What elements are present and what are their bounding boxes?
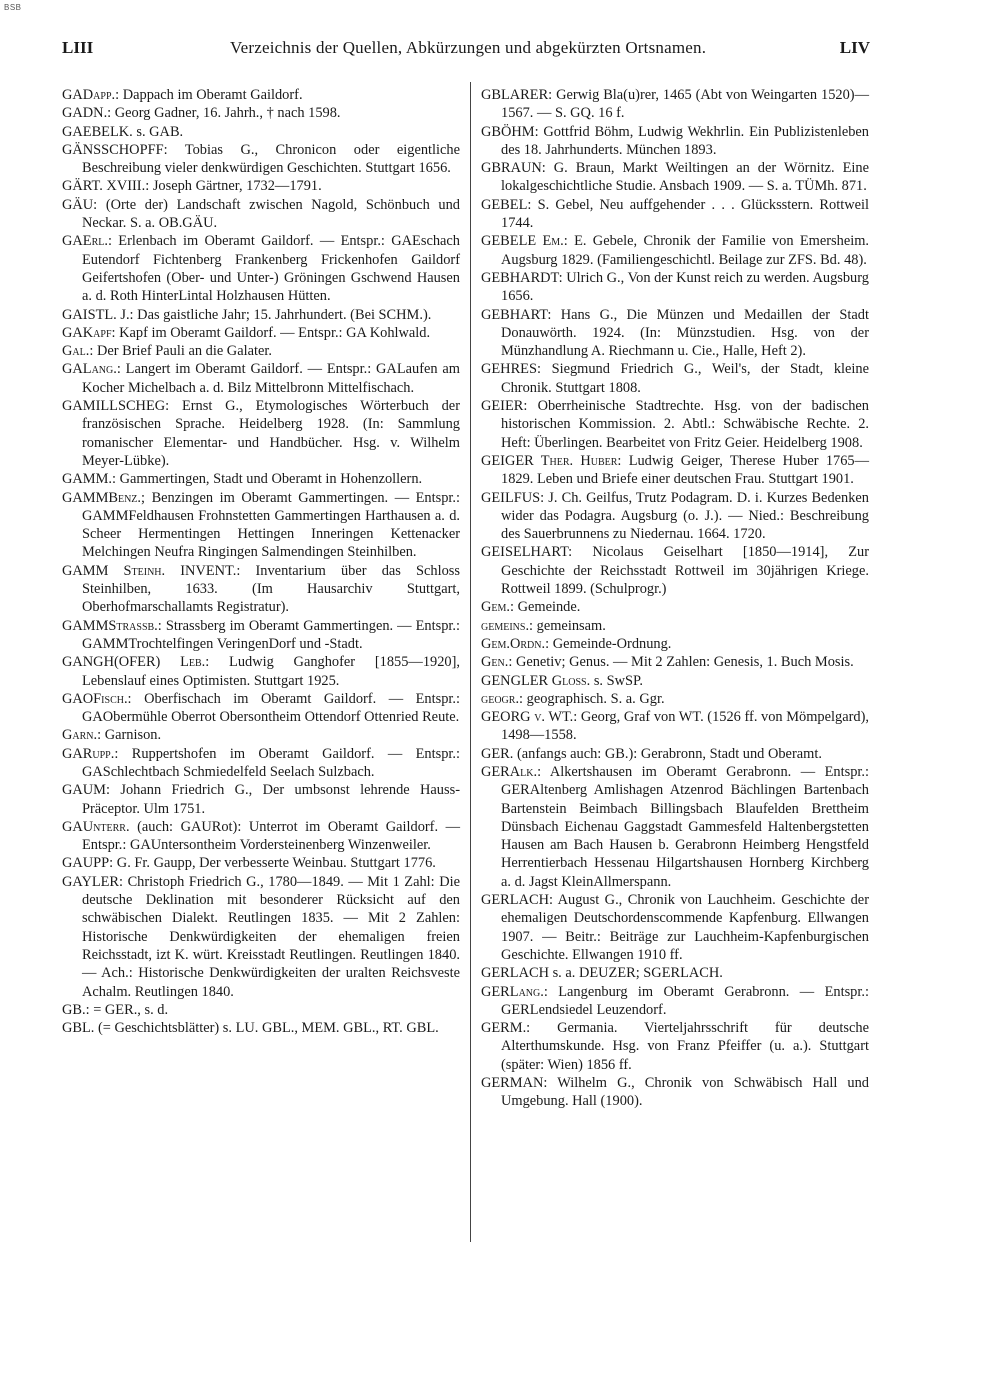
entry-text: s. a. DEUZER; SGERLACH. xyxy=(552,965,723,982)
entry-term: GAMM.: xyxy=(62,471,116,488)
entry-text: Ruppertshofen im Oberamt Gaildorf. — Entspr.: GASchlechtbach Schmiedelfeld Seelach Sulzbach. xyxy=(82,745,460,780)
entry-term: GADN.: xyxy=(62,105,112,122)
index-entry xyxy=(62,1019,460,1037)
index-entry xyxy=(62,617,460,654)
index-entry xyxy=(481,232,869,269)
entry-text: Siegmund Friedrich G., Weil's, der Stadt, kleine Chronik. Stuttgart 1808. xyxy=(501,361,869,396)
entry-term: GAMMStrassb.: xyxy=(62,617,162,634)
entry-text: Gottfrid Böhm, Ludwig Wekhrlin. Ein Publizistenleben des 18. Jahrhunderts. München 1893. xyxy=(501,123,869,158)
entry-text: Georg, Graf von WT. (1526 ff. von Mömpelgard), 1498—1558. xyxy=(501,709,869,744)
index-entry xyxy=(62,342,460,360)
entry-term: GERM.: xyxy=(481,1020,531,1037)
entry-term: GEHRES: xyxy=(481,361,541,378)
entry-text: Johann Friedrich G., Der umbsonst lehrende Hauss-Präceptor. Ulm 1751. xyxy=(82,782,460,817)
entry-text: s. GAB. xyxy=(136,123,184,140)
entry-term: GEBEL: xyxy=(481,196,532,213)
index-entry xyxy=(481,690,869,708)
entry-text: Oberfischach im Oberamt Gaildorf. — Entspr.: GAObermühle Oberrot Obersontheim Ottendorf Ottenried Reute. xyxy=(82,690,460,726)
index-entry xyxy=(62,873,460,1001)
index-entry xyxy=(62,196,460,233)
entry-text: Langenburg im Oberamt Gerabronn. — Entspr.: GERLendsiedel Leuzendorf. xyxy=(501,983,869,1018)
entry-text: Georg Gadner, 16. Jahrh., † nach 1598. xyxy=(114,105,341,122)
entry-term: gemeins.: xyxy=(481,617,534,634)
index-entry xyxy=(481,891,869,964)
index-entry xyxy=(481,452,869,489)
entry-term: GÄU: xyxy=(62,196,98,213)
entry-term: GEBHART: xyxy=(481,306,552,323)
entry-text: S. Gebel, Neu auffgehender . . . Glücksstern. Rottweil 1744. xyxy=(501,196,869,232)
entry-text: Gammertingen, Stadt und Oberamt in Hohenzollern. xyxy=(119,471,423,488)
entry-text: Joseph Gärtner, 1732—1791. xyxy=(152,178,322,195)
index-entry xyxy=(62,489,460,562)
index-entry xyxy=(481,635,869,653)
entry-text: Kapf im Oberamt Gaildorf. — Entspr.: GA Kohlwald. xyxy=(119,324,431,341)
entry-text: G. Braun, Markt Weiltingen an der Wörnitz. Eine lokalgeschichtliche Studie. Ansbach 1909. — S. a. TÜMh. 871. xyxy=(501,160,869,195)
entry-text: Ulrich G., Von der Kunst reich zu werden. Augsburg 1656. xyxy=(501,269,869,305)
entry-term: Garn.: xyxy=(62,727,102,744)
entry-text: Tobias G., Chronicon oder eigentliche Beschreibung vieler denkwürdigen Geschichten. Stuttgart 1656. xyxy=(82,141,460,177)
entry-term: GARupp.: xyxy=(62,745,119,762)
entry-term: GERLACH xyxy=(481,965,549,982)
entry-text: Gemeinde. xyxy=(517,599,581,616)
index-entry xyxy=(62,726,460,744)
entry-text: (auch: GAURot): Unterrot im Oberamt Gaildorf. — Entspr.: GAUntersontheim Vordersteinenberg Winzenweiler. xyxy=(82,818,460,854)
entry-text: Langert im Oberamt Gaildorf. — Entspr.: GALaufen am Kocher Michelbach a. d. Bilz Mittelbronn Mittelfischach. xyxy=(82,361,460,396)
entry-term: GEILFUS: xyxy=(481,489,545,506)
entry-text: Genetiv; Genus. — Mit 2 Zahlen: Genesis, 1. Buch Mosis. xyxy=(515,654,854,671)
entry-text: Alkertshausen im Oberamt Gerabronn. — Entspr.: GERAltenberg Amlishagen Atzenrod Bächlingen Bartenbach Bartenstein Beimbach Billingsbach Blaufelden Brettheim Dünsbach Eichenau Gaggstadt Gammesfeld Haltenbergstetten Hausen am Bach Hausen b. Gerabronn Heimberg Hengstfeld Herrentierbach Hessenau Hilgartshausen Hornberg Kirchberg a. d. Jagst KleinAllmerspann. xyxy=(501,763,869,890)
index-entry xyxy=(62,745,460,782)
entry-text: August G., Chronik von Lauchheim. Geschichte der ehemaligen Deutschordenscommende Kapfenburg. Ellwangen 1907. — Beitr.: Beiträge zur Lauchheim-Kapfenburgischen Geschichte. Ellwangen 1910 ff. xyxy=(501,892,869,963)
right-column xyxy=(481,86,869,1111)
entry-text: Ludwig Geiger, Therese Huber 1765—1829. Leben und Briefe einer deutschen Frau. Stuttgart 1901. xyxy=(501,452,870,488)
index-entry xyxy=(481,763,869,891)
entry-text: gemeinsam. xyxy=(536,617,606,634)
index-entry xyxy=(481,672,869,690)
entry-term: GEORG v. WT.: xyxy=(481,709,578,726)
entry-text: Ludwig Ganghofer [1855—1920], Lebenslauf eines Optimisten. Stuttgart 1925. xyxy=(82,654,460,689)
index-entry xyxy=(62,690,460,727)
entry-text: Dappach im Oberamt Gaildorf. xyxy=(122,87,303,103)
index-entry xyxy=(481,1074,869,1111)
entry-text: E. Gebele, Chronik der Familie von Emersheim. Augsburg 1829. (Familiengeschichtl. Beilage zur ZFS. Bd. 48). xyxy=(501,233,869,268)
index-entry xyxy=(62,86,460,104)
index-entry xyxy=(481,653,869,671)
index-entry xyxy=(62,177,460,195)
entry-term: Gen.: xyxy=(481,654,513,671)
index-entry xyxy=(62,397,460,470)
entry-term: GANGH(OFER) Leb.: xyxy=(62,654,210,671)
entry-text: Inventarium über das Schloss Steinhilben, 1633. (Im Hausarchiv Stuttgart, Oberhofmarschallamts Registratur). xyxy=(82,562,460,616)
entry-text: Erlenbach im Oberamt Gaildorf. — Entspr.: GAEschach Eutendorf Fichtenberg Frankenberg Frickenhofen Gaildorf Geifertshofen (Ober- und Unter-) Gröningen Gschwend Hausen a. d. Roth HinterLintal Holzhausen Hütten. xyxy=(82,233,460,305)
index-entry xyxy=(62,562,460,617)
left-column xyxy=(62,86,460,1037)
entry-term: GAUM: xyxy=(62,782,110,799)
running-title: Verzeichnis der Quellen, Abkürzungen und abgekürzten Ortsnamen. xyxy=(230,38,707,57)
entry-text: Wilhelm G., Chronik von Schwäbisch Hall und Umgebung. Hall (1900). xyxy=(501,1075,870,1110)
index-entry xyxy=(62,653,460,690)
entry-term: GBÖHM: xyxy=(481,123,539,140)
entry-text: = GER., s. d. xyxy=(93,1001,169,1018)
entry-term: GAYLER: xyxy=(62,873,124,890)
page-number-left: LIII xyxy=(62,38,94,57)
entry-term: GBLARER: xyxy=(481,87,553,103)
entry-text: Das gaistliche Jahr; 15. Jahrhundert. (Bei SCHM.). xyxy=(137,306,432,323)
entry-term: GENGLER Gloss. xyxy=(481,672,591,689)
entry-term: GAMM Steinh. INVENT.: xyxy=(62,562,241,579)
index-entry xyxy=(62,360,460,397)
index-entry xyxy=(481,397,869,452)
entry-term: GAErl.: xyxy=(62,233,112,250)
entry-term: GAEBELK. xyxy=(62,123,133,140)
entry-term: GERLACH: xyxy=(481,892,553,909)
entry-text: geographisch. S. a. Ggr. xyxy=(526,690,665,707)
index-entry xyxy=(481,617,869,635)
index-entry xyxy=(481,306,869,361)
index-entry xyxy=(62,1001,460,1019)
entry-text: s. SwSP. xyxy=(593,672,644,689)
index-entry xyxy=(481,598,869,616)
entry-text: Garnison. xyxy=(104,727,162,744)
entry-text: J. Ch. Geilfus, Trutz Podagram. D. i. Kurzes Bedenken wider das Podagra. Augsburg (o. J.). — Nied.: Beschreibung des Sauerbrunnens zu Niedernau. 1664. 1720. xyxy=(501,489,869,543)
entry-term: GEIER: xyxy=(481,398,528,415)
entry-term: GAUPP: xyxy=(62,855,114,872)
index-entry xyxy=(481,1019,869,1074)
entry-term: Gem.Ordn.: xyxy=(481,635,550,652)
index-entry xyxy=(62,854,460,872)
entry-term: GEISELHART: xyxy=(481,544,573,561)
index-entry xyxy=(481,745,869,763)
index-entry xyxy=(62,781,460,818)
index-entry xyxy=(62,470,460,488)
entry-term: Gem.: xyxy=(481,599,514,616)
entry-term: GBL. xyxy=(62,1020,95,1037)
index-entry xyxy=(62,104,460,122)
entry-text: (Orte der) Landschaft zwischen Nagold, Schönbuch und Neckar. S. a. OB.GÄU. xyxy=(82,196,460,232)
entry-text: (anfangs auch: GB.): Gerabronn, Stadt und Oberamt. xyxy=(517,745,822,762)
entry-text: Strassberg im Oberamt Gammertingen. — Entspr.: GAMMTrochtelfingen VeringenDorf und -Stadt. xyxy=(82,617,460,652)
index-entry xyxy=(481,159,869,196)
entry-term: GAMILLSCHEG: xyxy=(62,398,170,415)
index-entry xyxy=(481,983,869,1020)
entry-text: Germania. Vierteljahrsschrift für deutsche Alterthumskunde. Hsg. von Franz Pfeiffer (u. a.). Stuttgart (später: Wien) 1856 ff. xyxy=(501,1020,869,1073)
column-divider xyxy=(470,82,471,1242)
entry-text: Nicolaus Geiselhart [1850—1914], Zur Geschichte der Reichsstadt Rottweil im 30jährigen Kriege. Rottweil 1899. (Schulprogr.) xyxy=(501,544,869,598)
page-number-right: LIV xyxy=(839,38,870,57)
entry-term: GER. xyxy=(481,745,514,762)
entry-term: GEBHARDT: xyxy=(481,269,563,286)
library-stamp: BSB xyxy=(4,3,22,12)
entry-text: Gemeinde-Ordnung. xyxy=(552,635,672,652)
entry-text: Der Brief Pauli an die Galater. xyxy=(96,343,272,360)
entry-term: GÄRT. XVIII.: xyxy=(62,178,150,195)
index-entry xyxy=(481,489,869,544)
entry-term: GAUnterr. xyxy=(62,818,130,835)
entry-term: GALang.: xyxy=(62,361,121,378)
entry-text: Benzingen im Oberamt Gammertingen. — Entspr.: GAMMFeldhausen Frohnstetten Gammertingen Harthausen a. d. Scheer Hermentingen Hettingen Inneringen Kettenacker Melchingen Neufra Ringingen Salmendingen Steinhilben. xyxy=(82,489,460,561)
index-entry xyxy=(62,232,460,305)
entry-text: G. Fr. Gaupp, Der verbesserte Weinbau. Stuttgart 1776. xyxy=(116,855,436,872)
entry-term: GEIGER Ther. Huber: xyxy=(481,452,622,469)
index-entry xyxy=(62,324,460,342)
index-entry xyxy=(481,86,869,123)
index-entry xyxy=(62,818,460,855)
entry-term: GAOFisch.: xyxy=(62,690,132,707)
entry-text: Hans G., Die Münzen und Medaillen der Stadt Donauwörth. 1924. (In: Münzstudien. Hsg. von der Münzhandlung A. Riechmann u. Cie., Halle, Heft 2). xyxy=(501,306,869,360)
index-entry xyxy=(481,543,869,598)
index-entry xyxy=(481,269,869,306)
entry-term: GAISTL. J.: xyxy=(62,306,134,323)
entry-term: GB.: xyxy=(62,1001,90,1018)
page-header xyxy=(62,38,870,64)
entry-text: Christoph Friedrich G., 1780—1849. — Mit 1 Zahl: Die deutsche Deklination mit besonderer Rücksicht auf den schwäbischen Dialekt. Reutlingen 1835. — Mit 2 Zahlen: Historische Denkwürdigkeiten der ehemaligen freien Reichsstadt, izt K. würt. Kreisstadt Reutlingen. Reutlingen 1840. — Ach.: Historische Denkwürdigkeiten der uralten Reichsveste Achalm. Reutlingen 1840. xyxy=(82,873,460,1000)
entry-term: GERAlk.: xyxy=(481,763,542,780)
index-entry xyxy=(62,306,460,324)
entry-term: GEBELE Em.: xyxy=(481,233,568,250)
entry-term: GÄNSSCHOPFF: xyxy=(62,141,168,158)
entry-term: GAMMBenz.; xyxy=(62,489,146,506)
entry-text: Oberrheinische Stadtrechte. Hsg. von der badischen historischen Kommission. 2. Abtl.: Schwäbische Rechte. 2. Heft: Überlingen. Bearbeitet von Fritz Geier. Heidelberg 1908. xyxy=(501,398,869,451)
entry-term: GBRAUN: xyxy=(481,160,546,177)
entry-term: GERLang.: xyxy=(481,983,548,1000)
entry-term: GADapp.: xyxy=(62,87,120,103)
entry-term: GERMAN: xyxy=(481,1075,548,1092)
entry-text: Gerwig Bla(u)rer, 1465 (Abt von Weingarten 1520)—1567. — S. GQ. 16 f. xyxy=(501,87,869,122)
index-entry xyxy=(62,141,460,178)
index-entry xyxy=(62,123,460,141)
entry-term: Gal.: xyxy=(62,343,94,360)
entry-text: (= Geschichtsblätter) s. LU. GBL., MEM. GBL., RT. GBL. xyxy=(98,1020,439,1037)
index-entry xyxy=(481,708,869,745)
index-entry xyxy=(481,196,869,233)
index-entry xyxy=(481,360,869,397)
entry-text: Ernst G., Etymologisches Wörterbuch der französischen Sprache. Heidelberg 1928. (In: Sammlung romanischer Elementar- und Handbücher. Hsg. v. Wilhelm Meyer-Lübke). xyxy=(82,398,460,469)
entry-term: GAKapf: xyxy=(62,324,116,341)
entry-term: geogr.: xyxy=(481,690,524,707)
index-entry xyxy=(481,123,869,160)
index-entry xyxy=(481,964,869,982)
